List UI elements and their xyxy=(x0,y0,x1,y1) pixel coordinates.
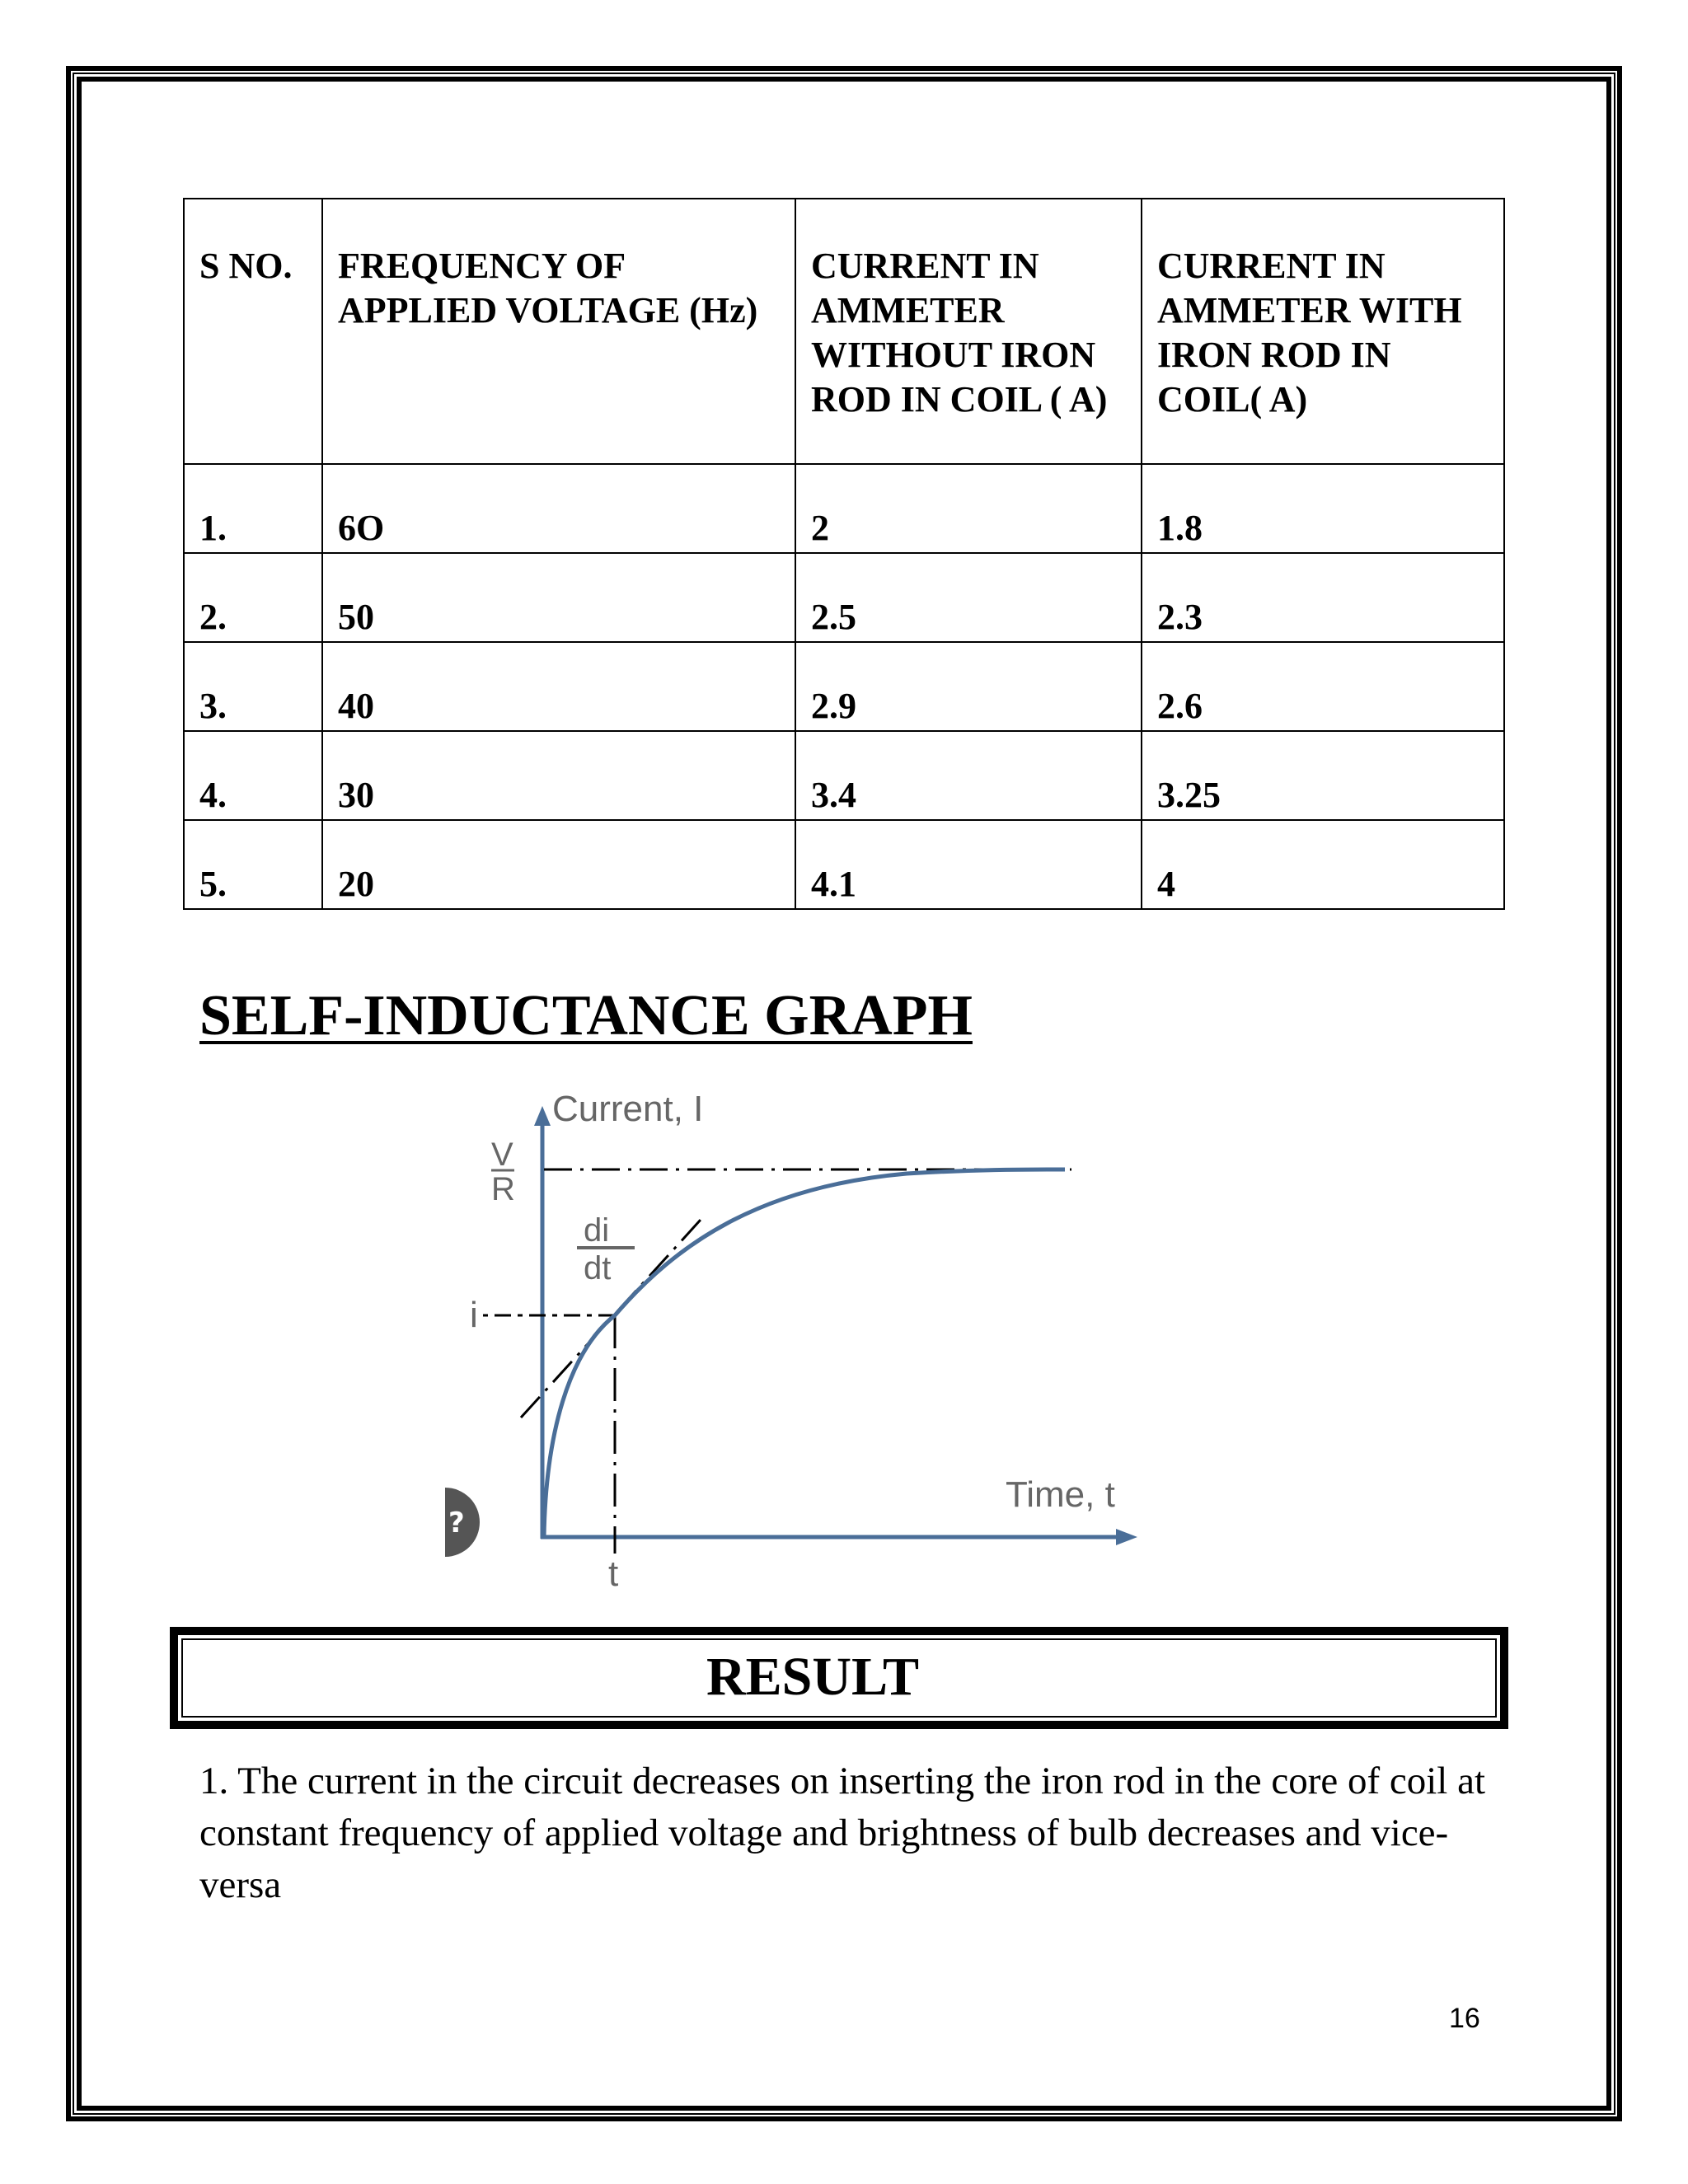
self-inductance-graph xyxy=(445,1088,1154,1599)
cell-frequency: 6O xyxy=(322,464,795,553)
header-frequency: FREQUENCY OF APPLIED VOLTAGE (Hz) xyxy=(322,199,795,464)
current-growth-curve xyxy=(544,1169,1065,1537)
cell-sno: 2. xyxy=(184,553,322,642)
cell-current-with-rod: 1.8 xyxy=(1142,464,1504,553)
slope-label-di: di xyxy=(584,1212,610,1249)
cell-sno: 5. xyxy=(184,820,322,909)
result-text: 1. The current in the circuit decreases on inserting the iron rod in the core of coil at constant frequency of applied voltage and brightness of bulb decreases and vice-versa xyxy=(199,1760,1486,1906)
current-marker-label: i xyxy=(470,1295,478,1335)
table-row xyxy=(184,820,1504,909)
table-row xyxy=(184,553,1504,642)
cell-frequency: 30 xyxy=(322,731,795,820)
header-sno: S NO. xyxy=(184,199,322,464)
cell-current-without-rod: 3.4 xyxy=(795,731,1142,820)
cell-current-with-rod: 3.25 xyxy=(1142,731,1504,820)
cell-frequency: 40 xyxy=(322,642,795,731)
table-row xyxy=(184,731,1504,820)
asymptote-label-v: V xyxy=(491,1137,513,1173)
cell-current-with-rod: 2.6 xyxy=(1142,642,1504,731)
y-axis-label: Current, I xyxy=(552,1089,704,1129)
cell-current-without-rod: 2.5 xyxy=(795,553,1142,642)
header-current-without-rod: CURRENT IN AMMETER WITHOUT IRON ROD IN COIL ( A) xyxy=(795,199,1142,464)
readings-table xyxy=(183,198,1505,910)
time-marker-label: t xyxy=(608,1554,619,1594)
page-number: 16 xyxy=(1449,2003,1480,2034)
table-row xyxy=(184,464,1504,553)
cell-current-with-rod: 4 xyxy=(1142,820,1504,909)
table-header-row xyxy=(184,199,1504,464)
cell-current-without-rod: 2.9 xyxy=(795,642,1142,731)
cell-frequency: 20 xyxy=(322,820,795,909)
graph-title: SELF-INDUCTANCE GRAPH xyxy=(199,984,973,1047)
cell-current-with-rod: 2.3 xyxy=(1142,553,1504,642)
cell-current-without-rod: 2 xyxy=(795,464,1142,553)
x-axis-arrowhead xyxy=(1116,1529,1137,1545)
result-header-box xyxy=(170,1627,1508,1729)
cell-sno: 4. xyxy=(184,731,322,820)
header-current-with-rod: CURRENT IN AMMETER WITH IRON ROD IN COIL( A) xyxy=(1142,199,1504,464)
cell-sno: 1. xyxy=(184,464,322,553)
y-axis-arrowhead xyxy=(534,1106,551,1126)
asymptote-label-r: R xyxy=(491,1171,515,1207)
x-axis-label: Time, t xyxy=(1006,1474,1115,1515)
table-row xyxy=(184,642,1504,731)
result-title: RESULT xyxy=(706,1647,920,1707)
cell-sno: 3. xyxy=(184,642,322,731)
slope-label-dt: dt xyxy=(584,1250,612,1286)
overlay-icon-glyph: ? xyxy=(448,1507,465,1540)
cell-frequency: 50 xyxy=(322,553,795,642)
cell-current-without-rod: 4.1 xyxy=(795,820,1142,909)
